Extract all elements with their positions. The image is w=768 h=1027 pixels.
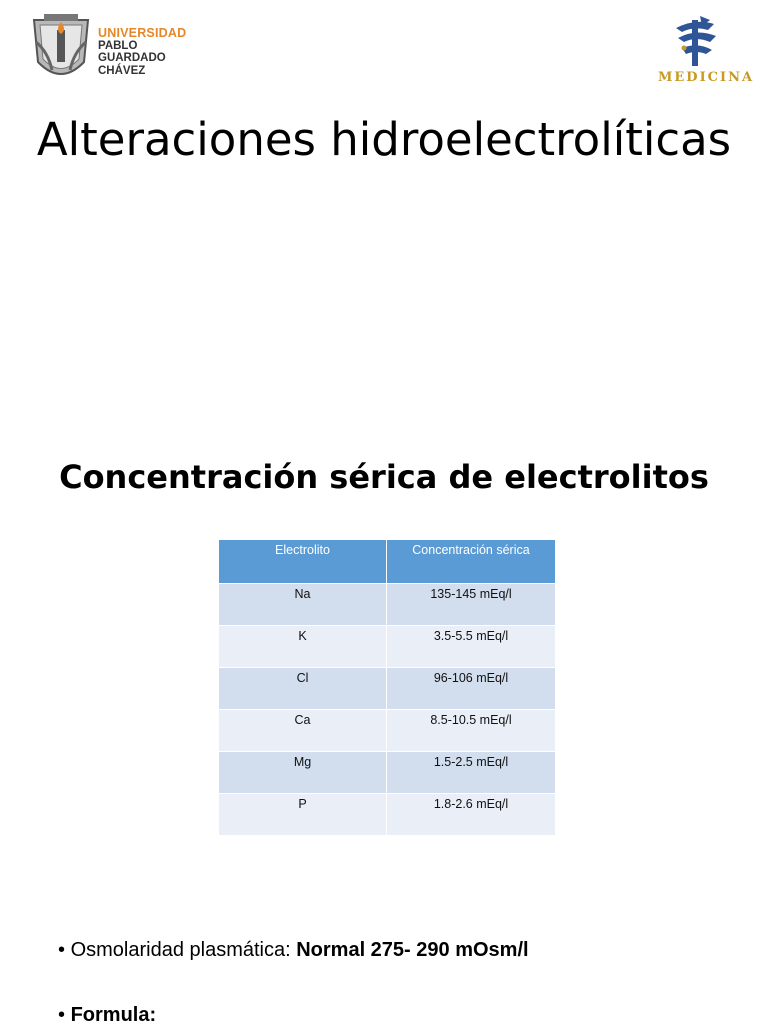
- university-line-2: PABLO: [98, 39, 138, 52]
- bullet-dot: •: [58, 1004, 71, 1026]
- electrolyte-cell: Cl: [219, 668, 387, 710]
- concentration-cell: 1.5-2.5 mEq/l: [387, 752, 556, 794]
- concentration-cell: 135-145 mEq/l: [387, 584, 556, 626]
- university-logo: [28, 12, 198, 86]
- column-header-electrolyte: Electrolito: [219, 540, 387, 584]
- formula-label: Formula:: [70, 1004, 157, 1026]
- bullet-dot: •: [58, 939, 71, 961]
- osmolarity-label: Osmolaridad plasmática:: [70, 939, 297, 961]
- table-row: [219, 668, 556, 710]
- faculty-label: MEDICINA: [658, 70, 755, 85]
- electrolyte-table: [218, 539, 556, 836]
- university-line-3: GUARDADO: [98, 52, 166, 64]
- concentration-cell: 1.8-2.6 mEq/l: [387, 794, 556, 836]
- table-row: [219, 584, 556, 626]
- table-row: [219, 794, 556, 836]
- university-line-4: CHÁVEZ: [98, 64, 146, 77]
- concentration-cell: 96-106 mEq/l: [387, 668, 556, 710]
- electrolyte-cell: Mg: [219, 752, 387, 794]
- electrolyte-cell: Ca: [219, 710, 387, 752]
- medicine-logo: [652, 14, 755, 92]
- electrolyte-cell: Na: [219, 584, 387, 626]
- university-seal-icon: [28, 12, 94, 86]
- column-header-concentration: Concentración sérica: [387, 540, 556, 584]
- table-row: [219, 752, 556, 794]
- university-line-1: UNIVERSIDAD: [98, 26, 187, 40]
- bullet-osmolarity: [58, 939, 529, 962]
- osmolarity-value: Normal 275- 290 mOsm/l: [296, 939, 529, 961]
- concentration-cell: 8.5-10.5 mEq/l: [387, 710, 556, 752]
- concentration-cell: 3.5-5.5 mEq/l: [387, 626, 556, 668]
- electrolyte-cell: P: [219, 794, 387, 836]
- university-name: [98, 27, 186, 77]
- table-row: [219, 710, 556, 752]
- page-title: Alteraciones hidroelectrolíticas: [36, 113, 732, 166]
- table-header-row: [219, 540, 556, 584]
- caduceus-icon: [652, 14, 748, 70]
- table-row: [219, 626, 556, 668]
- section-title: Concentración sérica de electrolitos: [59, 458, 709, 496]
- electrolyte-cell: K: [219, 626, 387, 668]
